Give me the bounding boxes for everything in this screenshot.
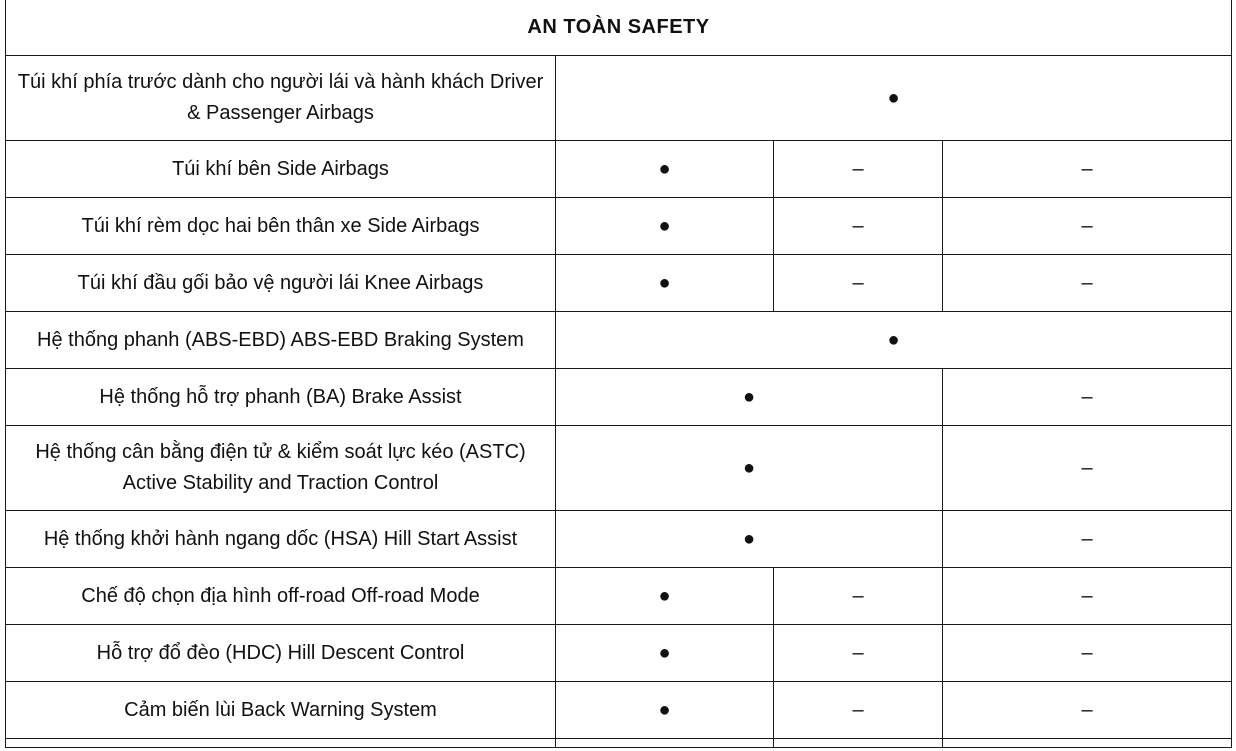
feature-label: Túi khí phía trước dành cho người lái và hành khách Driver & Passenger Airbags xyxy=(6,56,556,141)
table-row xyxy=(6,198,1232,255)
feature-value-all: ● xyxy=(556,312,1232,369)
table-row xyxy=(6,312,1232,369)
feature-value-2: – xyxy=(774,625,943,682)
feature-label: Cảm biến lùi Back Warning System xyxy=(6,682,556,739)
feature-value-1: ● xyxy=(556,141,774,198)
feature-label: Chế độ chọn địa hình off-road Off-road Mode xyxy=(6,568,556,625)
feature-value-1: ● xyxy=(556,625,774,682)
feature-value-1: ● xyxy=(556,682,774,739)
feature-value-pair: ● xyxy=(556,511,943,568)
feature-value-all: ● xyxy=(556,56,1232,141)
feature-label: Túi khí bên Side Airbags xyxy=(6,141,556,198)
feature-value-pair: ● xyxy=(556,369,943,426)
feature-value-1: ● xyxy=(556,568,774,625)
section-title: AN TOÀN SAFETY xyxy=(6,0,1232,56)
feature-value-3: – xyxy=(943,141,1232,198)
feature-value-3: – xyxy=(943,369,1232,426)
feature-label: Hỗ trợ đổ đèo (HDC) Hill Descent Control xyxy=(6,625,556,682)
table-row xyxy=(6,426,1232,511)
feature-value-3: – xyxy=(943,426,1232,511)
feature-value-2: – xyxy=(774,198,943,255)
feature-value-3: – xyxy=(943,255,1232,312)
feature-label: Hệ thống hỗ trợ phanh (BA) Brake Assist xyxy=(6,369,556,426)
feature-value-1: ● xyxy=(556,198,774,255)
feature-label: Hệ thống phanh (ABS-EBD) ABS-EBD Braking System xyxy=(6,312,556,369)
table-row xyxy=(6,682,1232,739)
feature-value-1 xyxy=(556,739,774,748)
feature-value-3 xyxy=(943,739,1232,748)
section-header-row xyxy=(6,0,1232,56)
feature-label: Hệ thống khởi hành ngang dốc (HSA) Hill Start Assist xyxy=(6,511,556,568)
feature-label: Túi khí đầu gối bảo vệ người lái Knee Airbags xyxy=(6,255,556,312)
feature-label: Hệ thống cân bằng điện tử & kiểm soát lực kéo (ASTC) Active Stability and Traction Control xyxy=(6,426,556,511)
table-row xyxy=(6,255,1232,312)
feature-value-3: – xyxy=(943,511,1232,568)
feature-value-3: – xyxy=(943,198,1232,255)
feature-value-2: – xyxy=(774,255,943,312)
table-row-partial xyxy=(6,739,1232,748)
safety-spec-table xyxy=(5,0,1232,748)
table-row xyxy=(6,568,1232,625)
feature-value-3: – xyxy=(943,682,1232,739)
feature-value-2: – xyxy=(774,141,943,198)
table-row xyxy=(6,625,1232,682)
feature-label xyxy=(6,739,556,748)
table-row xyxy=(6,56,1232,141)
table-row xyxy=(6,141,1232,198)
table-row xyxy=(6,369,1232,426)
table-row xyxy=(6,511,1232,568)
feature-value-2: – xyxy=(774,568,943,625)
feature-value-1: ● xyxy=(556,255,774,312)
feature-value-pair: ● xyxy=(556,426,943,511)
feature-value-3: – xyxy=(943,625,1232,682)
feature-value-2: – xyxy=(774,682,943,739)
feature-value-2 xyxy=(774,739,943,748)
feature-value-3: – xyxy=(943,568,1232,625)
feature-label: Túi khí rèm dọc hai bên thân xe Side Airbags xyxy=(6,198,556,255)
